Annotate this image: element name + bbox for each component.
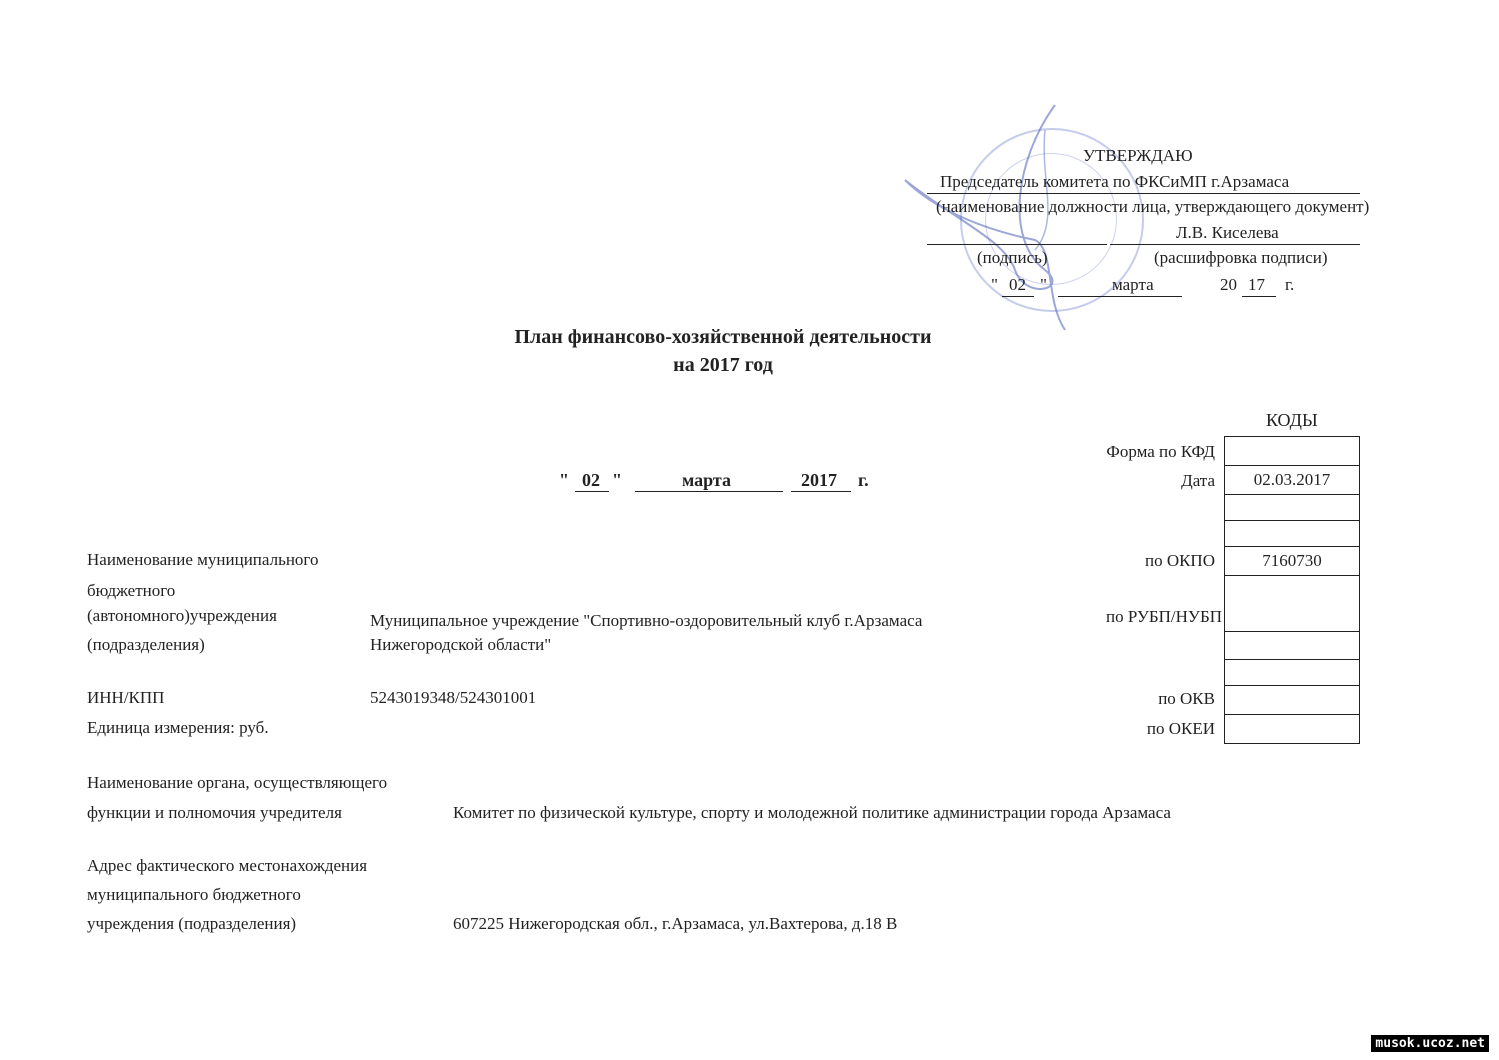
code-cell-blank-1 xyxy=(1225,495,1360,521)
doc-date-day: 02 xyxy=(582,470,600,490)
doc-date-month: марта xyxy=(682,470,731,490)
codes-header: КОДЫ xyxy=(1266,410,1318,430)
code-cell-blank-4 xyxy=(1225,660,1360,686)
approval-year-suffix: 17 xyxy=(1248,275,1265,294)
founder-label-1: Наименование органа, осуществляющего xyxy=(87,773,388,792)
code-label-okpo: по ОКПО xyxy=(1144,551,1215,570)
approval-date-open-quote: " xyxy=(991,275,998,294)
codes-table xyxy=(1224,436,1360,744)
unit-label: Единица измерения: руб. xyxy=(87,718,269,737)
founder-value: Комитет по физической культуре, спорту и молодежной политике администрации города Арзамаса xyxy=(453,803,1171,822)
address-value: 607225 Нижегородская обл., г.Арзамаса, ул.Вахтерова, д.18 В xyxy=(453,914,898,933)
institution-label-1: Наименование муниципального xyxy=(87,550,319,569)
code-label-kfd: Форма по КФД xyxy=(1106,442,1215,461)
code-label-okei: по ОКЕИ xyxy=(1146,719,1215,738)
code-cell-okei xyxy=(1225,715,1360,744)
code-cell-blank-2 xyxy=(1225,521,1360,547)
approval-name: Л.В. Киселева xyxy=(1176,223,1279,242)
approval-date-close-quote: " xyxy=(1040,275,1047,294)
institution-name-2: Нижегородской области" xyxy=(370,635,552,654)
code-cell-okv xyxy=(1225,686,1360,715)
code-cell-kfd xyxy=(1225,437,1360,466)
site-watermark: musok.ucoz.net xyxy=(1371,1035,1489,1052)
institution-name-1: Муниципальное учреждение "Спортивно-оздоровительный клуб г.Арзамаса xyxy=(370,611,923,630)
institution-label-4: (подразделения) xyxy=(87,635,205,654)
code-cell-okpo: 7160730 xyxy=(1225,547,1360,576)
position-caption: (наименование должности лица, утверждающего документ) xyxy=(936,197,1370,216)
signature-underline xyxy=(927,244,1107,245)
approval-year-underline xyxy=(1242,296,1276,297)
inn-value: 5243019348/524301001 xyxy=(370,688,537,707)
approval-year-prefix: 20 xyxy=(1220,275,1237,294)
name-caption: (расшифровка подписи) xyxy=(1154,248,1328,267)
institution-label-3: (автономного)учреждения xyxy=(87,606,277,625)
address-label-2: муниципального бюджетного xyxy=(87,885,301,904)
founder-label-2: функции и полномочия учредителя xyxy=(87,803,342,822)
doc-month-underline xyxy=(635,491,783,492)
doc-date-open-quote: " xyxy=(559,470,569,490)
signature-caption: (подпись) xyxy=(977,248,1048,267)
doc-date-year: 2017 xyxy=(801,470,837,490)
doc-date-year-mark: г. xyxy=(858,470,869,490)
document-title: План финансово-хозяйственной деятельности xyxy=(514,326,932,348)
code-label-date: Дата xyxy=(1181,471,1215,490)
inn-label: ИНН/КПП xyxy=(87,688,165,707)
approval-month: марта xyxy=(1112,275,1154,294)
approval-day-underline xyxy=(1002,296,1034,297)
institution-label-2: бюджетного xyxy=(87,581,176,600)
doc-year-underline xyxy=(791,491,851,492)
code-cell-rubp xyxy=(1225,576,1360,632)
code-cell-date: 02.03.2017 xyxy=(1225,466,1360,495)
name-underline xyxy=(1110,244,1360,245)
code-label-rubp: по РУБП/НУБП xyxy=(1105,607,1222,626)
doc-day-underline xyxy=(575,491,609,492)
approval-month-underline xyxy=(1058,296,1182,297)
position-underline xyxy=(927,193,1360,194)
address-label-1: Адрес фактического местонахождения xyxy=(87,856,368,875)
approval-position: Председатель комитета по ФКСиМП г.Арзамаса xyxy=(940,172,1290,191)
code-label-okv: по ОКВ xyxy=(1158,689,1215,708)
approval-year-mark: г. xyxy=(1285,275,1295,294)
signature-scribble xyxy=(895,100,1155,335)
doc-date-close-quote: " xyxy=(612,470,622,490)
approval-day: 02 xyxy=(1009,275,1026,294)
address-label-3: учреждения (подразделения) xyxy=(87,914,297,933)
approval-heading: УТВЕРЖДАЮ xyxy=(1083,146,1193,165)
code-cell-blank-3 xyxy=(1225,632,1360,660)
document-subtitle: на 2017 год xyxy=(673,354,773,376)
